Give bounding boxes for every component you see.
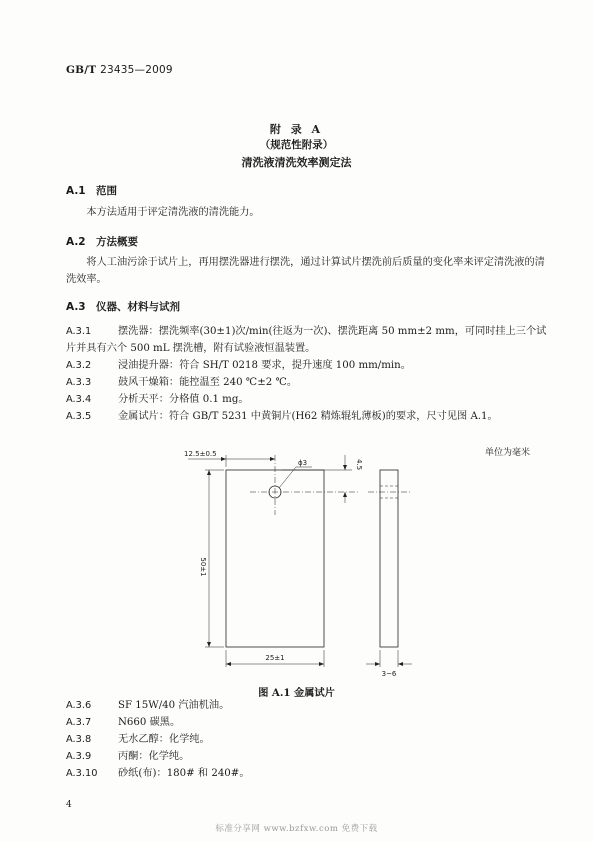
item-number: A.3.5 — [66, 411, 92, 422]
item-text: SF 15W/40 汽油机油。 — [118, 700, 230, 711]
page-number: 4 — [66, 800, 72, 810]
plate-side-view — [380, 470, 398, 647]
section-title: 仪器、材料与试剂 — [96, 301, 180, 313]
item-number: A.3.1 — [66, 326, 92, 337]
item-number: A.3.9 — [66, 751, 92, 762]
watermark: 标准分享网 www.bzfxw.com 免费下载 — [215, 824, 378, 834]
list-item — [66, 747, 189, 762]
standard-prefix: GB/T — [66, 64, 97, 76]
list-item — [66, 407, 498, 422]
dim-hole: ϕ3 — [298, 459, 308, 467]
item-text: 摆洗器：摆洗频率(30±1)次/min(往返为一次)、摆洗距离 50 mm±2 mm，可同时挂上三个试 — [118, 326, 547, 337]
dim-height: 50±1 — [199, 557, 207, 577]
item-text: N660 碳黑。 — [118, 717, 181, 728]
list-item — [66, 373, 297, 388]
figure-caption: 图 A.1 金属试片 — [258, 687, 335, 699]
list-item — [66, 356, 411, 371]
section-paragraph: 将人工油污涂于试片上，再用摆洗器进行摆洗，通过计算试片摆洗前后质量的变化率来评定清洗液的清洗效率。 — [66, 257, 545, 285]
item-continuation: 片并具有六个 500 mL 摆洗槽，附有试验液恒温装置。 — [66, 343, 316, 354]
item-number: A.3.4 — [66, 394, 92, 405]
dim-width: 25±1 — [265, 654, 285, 662]
appendix-subtitle: （规范性附录） — [259, 139, 334, 151]
metal-test-piece-drawing — [170, 450, 440, 680]
item-text: 分析天平：分格值 0.1 mg。 — [118, 394, 249, 405]
list-item — [66, 390, 249, 405]
list-item — [66, 730, 210, 745]
appendix-name: 清洗液清洗效率测定法 — [241, 156, 352, 169]
appendix-title: 附 录 A — [269, 123, 324, 136]
list-item — [66, 696, 229, 711]
section-heading — [66, 234, 138, 249]
item-text: 浸油提升器：符合 SH/T 0218 要求，提升速度 100 mm/min。 — [118, 360, 411, 371]
item-number: A.3.3 — [66, 377, 92, 388]
section-paragraph: 本方法适用于评定清洗液的清洗能力。 — [86, 207, 260, 218]
standard-code — [66, 64, 173, 76]
item-number: A.3.2 — [66, 360, 92, 371]
section-heading — [66, 299, 180, 314]
item-text: 砂纸(布)：180# 和 240#。 — [118, 768, 250, 779]
item-number: A.3.10 — [66, 768, 98, 779]
item-text: 鼓风干燥箱：能控温至 240 ℃±2 ℃。 — [118, 377, 298, 388]
section-title: 范围 — [96, 185, 117, 197]
standard-number: 23435—2009 — [100, 64, 173, 76]
dim-top-width: 12.5±0.5 — [184, 450, 217, 458]
item-number: A.3.8 — [66, 734, 92, 745]
section-heading — [66, 183, 117, 198]
list-item — [66, 764, 250, 779]
section-title: 方法概要 — [96, 236, 138, 248]
dim-thickness: 3~6 — [381, 670, 397, 678]
item-text: 丙酮：化学纯。 — [118, 751, 190, 762]
item-number: A.3.7 — [66, 717, 92, 728]
list-item — [66, 322, 546, 337]
section-number: A.2 — [66, 236, 86, 248]
section-number: A.3 — [66, 301, 86, 313]
list-item — [66, 713, 180, 728]
item-text: 无水乙醇：化学纯。 — [118, 734, 210, 745]
item-number: A.3.6 — [66, 700, 92, 711]
unit-note: 单位为毫米 — [484, 448, 530, 458]
section-number: A.1 — [66, 185, 86, 197]
item-text: 金属试片：符合 GB/T 5231 中黄铜片(H62 精炼辊轧薄板)的要求，尺寸见图 A.1。 — [118, 411, 498, 422]
dim-hole-offset: 4.5 — [355, 459, 363, 471]
